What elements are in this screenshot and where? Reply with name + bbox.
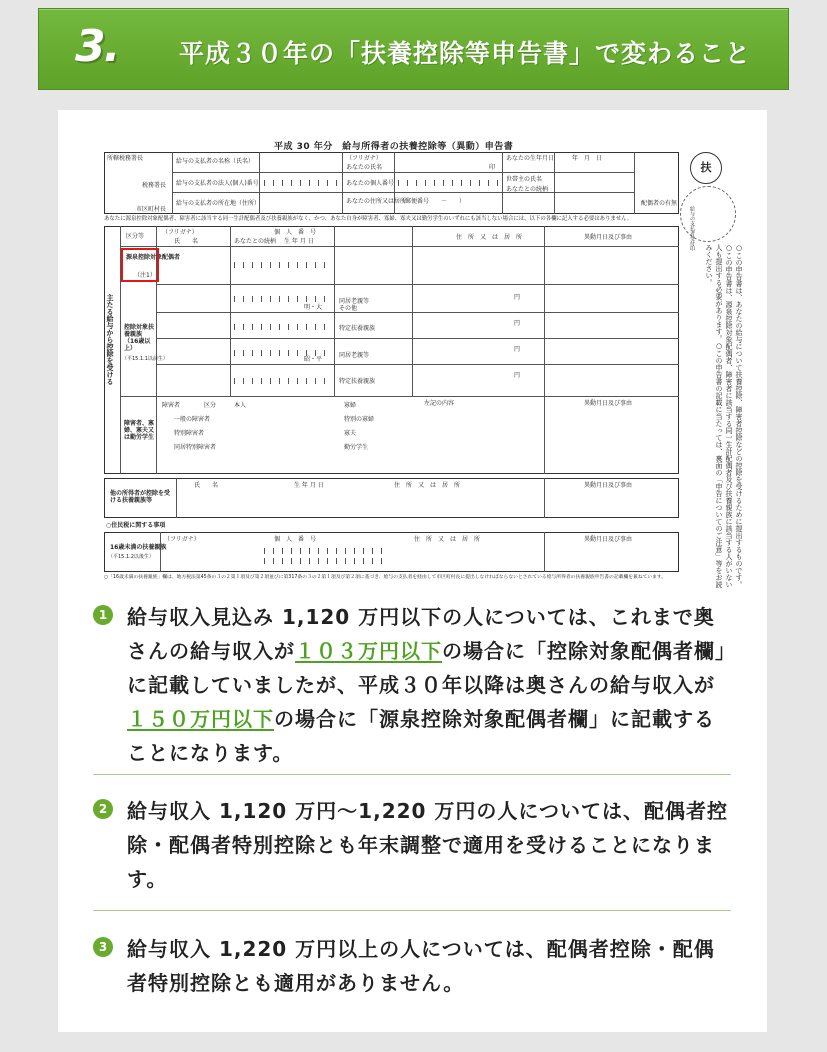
highlight-150: １５０万円以下 <box>127 707 274 731</box>
badge-1: 1 <box>93 605 113 625</box>
form-side-notes: ○この申告書は、あなたの給与について扶養控除、障害者控除などの控除を受けるために提出するものです。○この申告書は、源泉控除対象配偶者、障害者に該当する同一生計配偶者及び扶養親族に該当する人がいない人も提出する必要があります。○この申告書の記載に当たっては、裏面の「申告についてのご注意」等をお読みください。 <box>705 244 743 588</box>
form-title: 平成 30 年分 給与所得者の扶養控除等（異動）申告書 <box>274 142 514 152</box>
badge-2: 2 <box>93 799 113 819</box>
highlight-103: １０３万円以下 <box>295 639 442 663</box>
item-2-text: 給与収入 1,120 万円〜1,220 万円の人については、配偶者控除・配偶者特別控除とも年末調整で適用を受けることになります。 <box>127 799 729 891</box>
item-3-text: 給与収入 1,220 万円以上の人については、配偶者控除・配偶者特別控除とも適用がありません。 <box>127 937 715 995</box>
divider-1 <box>93 774 731 775</box>
section-header <box>38 8 789 90</box>
badge-3: 3 <box>93 937 113 957</box>
spouse-highlight-box <box>121 248 159 282</box>
divider-2 <box>93 910 731 911</box>
section-title: 平成３０年の「扶養控除等申告書」で変わること <box>179 39 752 68</box>
fu-stamp: 扶 <box>690 152 722 184</box>
item-3 <box>93 932 733 1012</box>
item-1 <box>93 600 733 765</box>
section-number: 3. <box>75 21 119 72</box>
tax-form-image: 平成 30 年分 給与所得者の扶養控除等（異動）申告書 所轄税務署長 税務署長 市区町村長 給与の支払者の名称（氏名） 給与の支払者の法人(個人)番号 給与の支払者の所在地（住所） （フリガナ） あなたの氏名 あなたの個人番号 あなたの住所又は居所 （郵便番号 － ） あなたの生年月日 年 月 日 世帯主の氏名 あなたとの続柄 印 配偶者の有無 あなたに源泉控除対象配偶者、障害者に該当する同一生計配偶者及び扶養親族がなく、かつ、あなた自身が障害者、寡婦、寡夫又は勤労学生のいずれにも該当しない場合には、以下の各欄に記入する必要はありません。 区分等 （フリガナ） 氏 名 個 人 番 号 あなたとの続柄 生 年 月 日 住 所 又 は 居 所 異動月日及び事由 源泉控除対象配偶者 （注1） 主たる給与から控除を受ける 控除対象扶養親族（16歳以上） （平15.1.1以前生） 同居老親等 その他 特定扶養親族 同居老親等 特定扶養親族 明・大 昭・平 円 円 円 円 障害者、寡婦、寡夫又は勤労学生 障害者 区分 本人 一般の障害者 特別障害者 同居特別障害者 寡婦 特別の寡婦 寡夫 勤労学生 左記の内容 異動月日及び事由 他の所得者が控除を受ける扶養親族等 氏 名 生 年 月 日 住 所 又 は 居 所 異動月日及び事由 ○住民税に関する事項 16歳未満の扶養親族 （平15.1.2以後生） （フリガナ） 個 人 番 号 住 所 又 は 居 所 異動月日及び事由 ○「16歳未満の扶養親族」欄は、地方税法第45条の３の２第１項及び第２項並びに第317条の３の２第１項及び第２項に基づき、給与の支払者を経由して市区町村長に提出しなければならないとされている給与所得者の扶養親族申告書の記載欄を兼ねています。 扶 給与の支払者受付印 ○この申告書は、あなたの給与について扶養控除、障害者控除などの控除を受けるために提出するものです。○この申告書は、源泉控除対象配偶者、障害者に該当する同一生計配偶者及び扶養親族に該当する人がいない人も提出する必要があります。○この申告書の記載に当たっては、裏面の「申告についてのご注意」等をお読みください。 <box>104 134 679 584</box>
item-1-text: 給与収入見込み 1,120 万円以下の人については、これまで奥さんの給与収入が１０３万円以下の場合に「控除対象配偶者欄」に記載していましたが、平成３０年以降は奥さんの給与収入が１５０万円以下の場合に「源泉控除対象配偶者欄」に記載することになります。 <box>127 605 726 765</box>
content-panel <box>58 110 767 1032</box>
item-2 <box>93 794 733 904</box>
